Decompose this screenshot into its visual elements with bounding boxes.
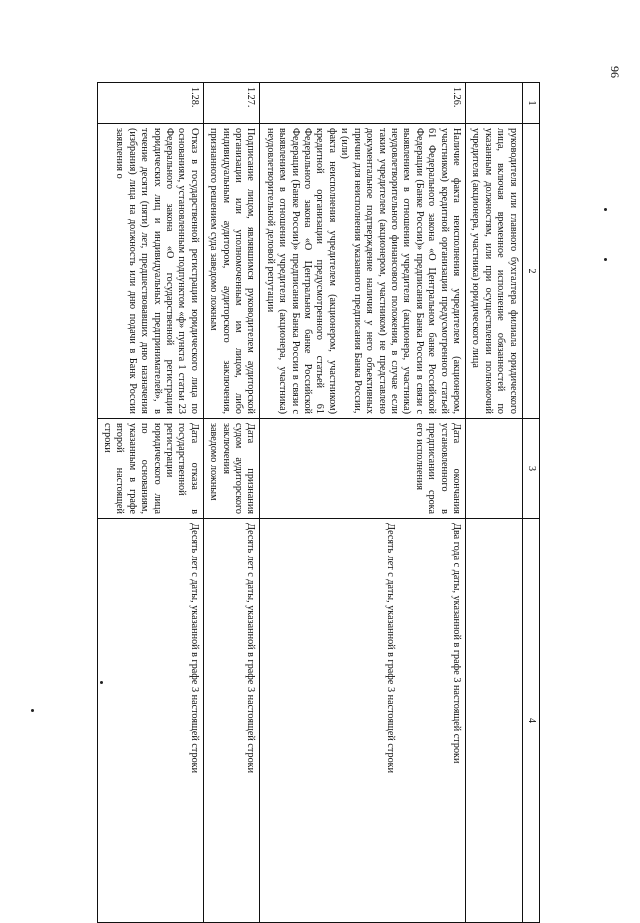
row-number-cell: 1.27. [203, 83, 260, 124]
period-cell [465, 519, 522, 923]
page-number: 96 [608, 66, 622, 78]
table-row [97, 83, 203, 923]
header-cell-1: 1 [522, 83, 539, 124]
condition-text: Отказ в государственной регистрации юридического лица по основаниям, установленным подпунктом «ф» пункта 1 статьи 23 Федерального закона «О государственной регистрации юридических лиц и индивидуальных предпринимателей», в течение десяти (пяти) лет, предшествовавших дню назначения (избрания) лица на должность или дню подачи в Банк России заявления о [114, 128, 200, 414]
period-spacer [396, 523, 450, 918]
start-date-cell [203, 419, 260, 519]
header-cell-4: 4 [522, 519, 539, 923]
row-number-cell: 1.28. [97, 83, 203, 124]
condition-paragraph: и (или) [339, 128, 351, 159]
condition-cell [465, 124, 522, 419]
scan-speck [604, 208, 607, 211]
condition-text: руководителя или главного бухгалтера филиала юридического лица, включая временное исполнение обязанностей по указанным должностям, или при осуществлении полномочий учредителя (акционера, участника) юридического лица [470, 128, 519, 414]
scan-speck [31, 709, 34, 712]
rotated-table-container [40, 82, 540, 902]
table-header-row [522, 83, 539, 923]
rotated-table-wrapper [40, 82, 540, 902]
period-cell [260, 519, 466, 923]
table-row [260, 83, 466, 923]
condition-text: Подписание лицом, являвшимся руководителем аудиторской организации или уполномоченным им лицом, либо индивидуальным аудитором, аудиторского заключения, признанного решением суда заведомо ложным [208, 128, 257, 414]
table-row [203, 83, 260, 923]
header-cell-2: 2 [522, 124, 539, 419]
condition-cell [203, 124, 260, 419]
period-cell [97, 519, 203, 923]
condition-cell [97, 124, 203, 419]
start-date-cell [465, 419, 522, 519]
table-row-continuation [465, 83, 522, 923]
start-date-text: Дата окончания установленного в предписании срока его исполнения [413, 423, 462, 514]
period-text: Десять лет с даты, указанной в графе 3 настоящей строки [188, 523, 200, 774]
header-cell-3: 3 [522, 419, 539, 519]
start-date-cell [260, 419, 466, 519]
period-text: Десять лет с даты, указанной в графе 3 настоящей строки [384, 523, 396, 774]
period-text: Десять лет с даты, указанной в графе 3 настоящей строки [245, 523, 257, 774]
start-date-text: Дата отказа в государственной регистрации юридического лица по основаниям, указанным в графе второй настоящей строки [102, 423, 200, 514]
period-text: Два года с даты, указанной в графе 3 настоящей строки [450, 523, 462, 764]
scan-speck [604, 258, 607, 261]
condition-paragraph: Наличие факта неисполнения учредителем (акционером, участником) кредитной организации предусмотренного статьей 61 Федерального закона «О Центральном банке Российской Федерации (Банке России)» предписания Банка России в связи с выявлением в отношении учредителя (акционера, участника) неудовлетворительного финансового положения, в случае если таким учредителем (акционером, участником) не представлено документальное подтверждение наличия у него объективных причин для неисполнения указанного предписания Банка России, [351, 128, 462, 414]
condition-cell [260, 124, 466, 419]
start-date-text: Дата признания судом аудиторского заключения заведомо ложным [208, 423, 257, 514]
row-number-cell: 1.26. [260, 83, 466, 124]
period-cell [203, 519, 260, 923]
row-number-cell [465, 83, 522, 124]
scan-speck [100, 681, 103, 684]
requirements-table [97, 82, 540, 923]
start-date-cell [97, 419, 203, 519]
condition-paragraph: факта неисполнения учредителем (акционером, участником) кредитной организации предусмотренного статьей 61 Федерального закона «О Центральном банке Российской Федерации (Банке России)» предписания Банка России в связи с выявлением в отношении учредителя (акционера, участника) неудовлетворительной деловой репутации [264, 128, 338, 414]
